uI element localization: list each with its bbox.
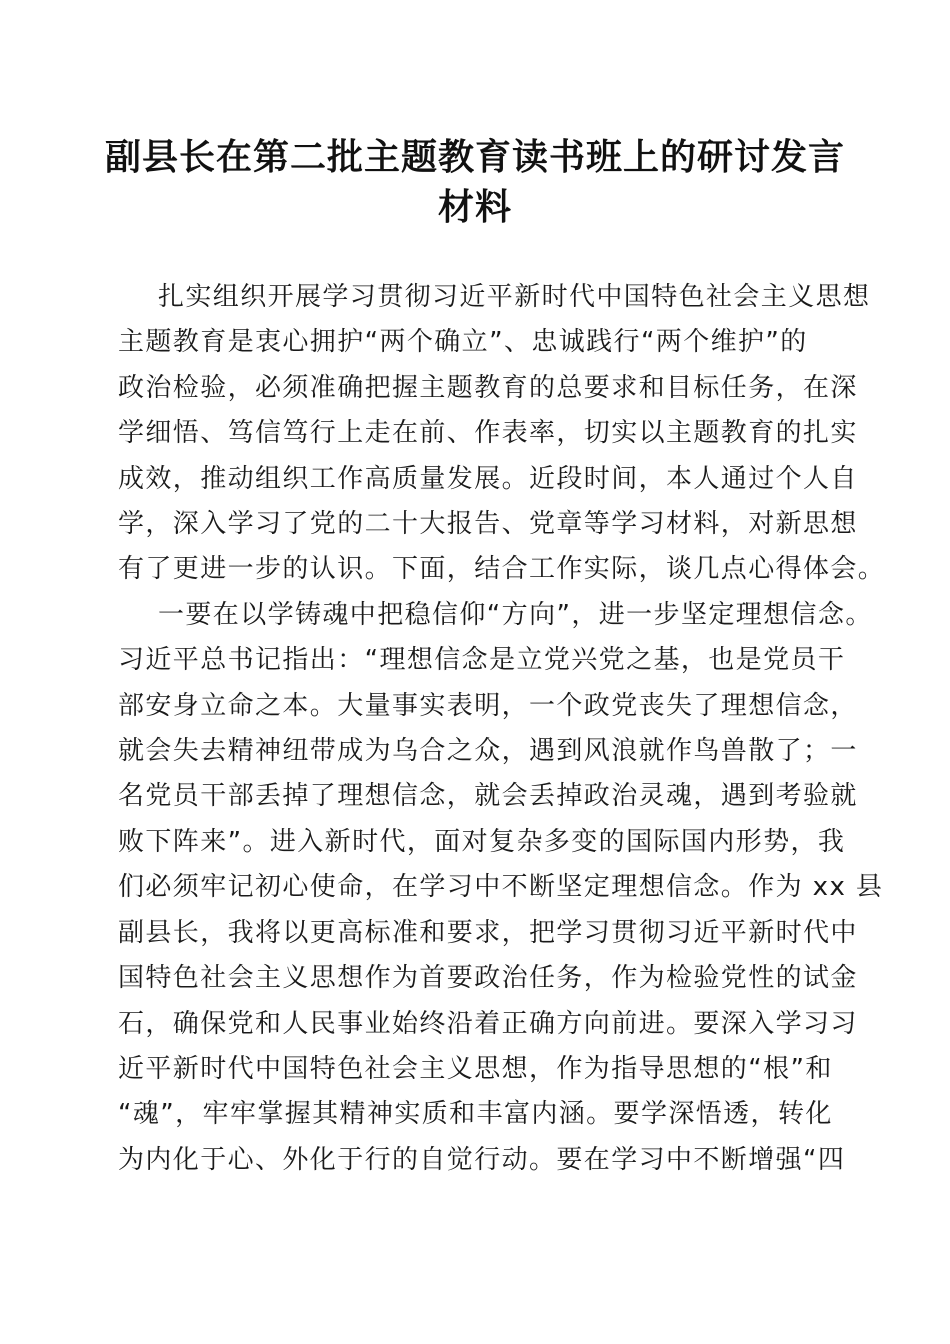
text-line: 部安身立命之本。大量事实表明，一个政党丧失了理想信念， [118,690,858,721]
text-line: 石，确保党和人民事业始终沿着正确方向前进。要深入学习习 [118,1008,858,1039]
document-body [118,275,886,1183]
text-line: 有了更进一步的认识。下面，结合工作实际，谈几点心得体会。 [118,554,886,585]
title-line: 材料 [437,186,512,228]
text-line: 学，深入学习了党的二十大报告、党章等学习材料，对新思想 [118,509,858,540]
text-line: 就会失去精神纽带成为乌合之众，遇到风浪就作鸟兽散了；一 [118,736,858,767]
text-line: 近平新时代中国特色社会主义思想，作为指导思想的“根”和 [118,1053,833,1084]
text-line: 成效，推动组织工作高质量发展。近段时间，本人通过个人自 [118,463,858,494]
text-line: 一要在以学铸魂中把稳信仰“方向”，进一步坚定理想信念。 [158,599,873,630]
text-line: 败下阵来”。进入新时代，面对复杂多变的国际国内形势，我 [118,826,846,857]
paragraph-intro [118,275,886,593]
text-line: 为内化于心、外化于行的自觉行动。要在学习中不断增强“四 [118,1144,846,1175]
text-line: 扎实组织开展学习贯彻习近平新时代中国特色社会主义思想 [158,282,871,312]
paragraph-point-one [118,593,884,1183]
text-line: 国特色社会主义思想作为首要政治任务，作为检验党性的试金 [118,963,858,994]
text-line: 主题教育是衷心拥护“两个确立”、忠诚践行“两个维护”的 [118,327,808,358]
text-line: 学细悟、笃信笃行上走在前、作表率，切实以主题教育的扎实 [118,418,858,449]
text-line: 名党员干部丢掉了理想信念，就会丢掉政治灵魂，遇到考验就 [118,781,858,812]
text-line: 政治检验，必须准确把握主题教育的总要求和目标任务，在深 [118,372,858,403]
text-line: 习近平总书记指出：“理想信念是立党兴党之基，也是党员干 [118,645,846,676]
document-title [100,132,850,232]
text-line: 副县长，我将以更高标准和要求，把学习贯彻习近平新时代中 [118,917,858,948]
text-line: 们必须牢记初心使命，在学习中不断坚定理想信念。作为 xx 县 [118,872,884,903]
text-line: “魂”，牢牢掌握其精神实质和丰富内涵。要学深悟透，转化 [118,1099,833,1130]
title-line: 副县长在第二批主题教育读书班上的研讨发言 [104,136,845,178]
